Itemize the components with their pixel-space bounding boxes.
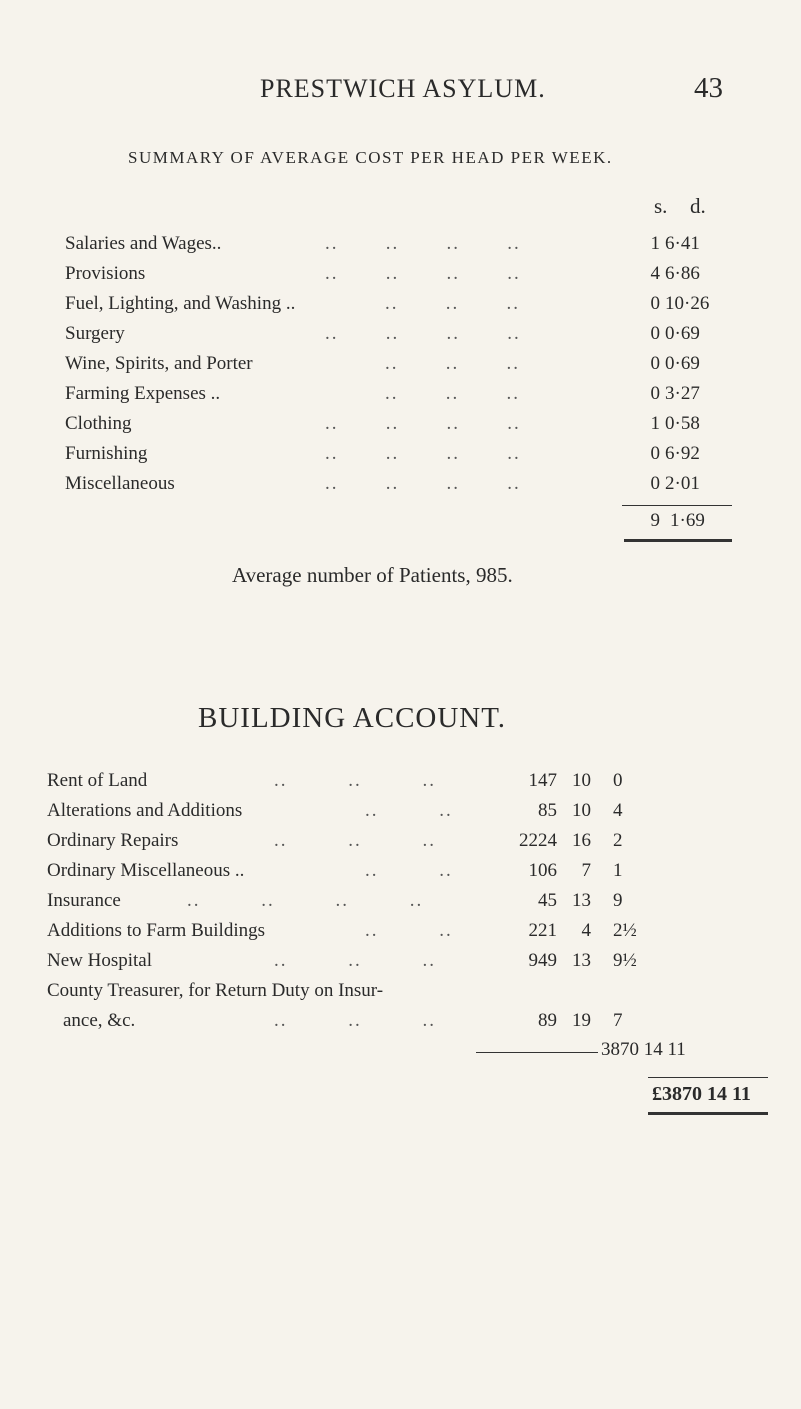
summary-row <box>65 293 745 323</box>
building-row-pence: 1 <box>613 860 623 881</box>
leader-dots: .. .. .. <box>385 353 520 374</box>
summary-row <box>65 473 745 503</box>
summary-row-pence: 6·86 <box>665 263 700 284</box>
leader-dots: .. .. .. <box>274 830 436 851</box>
leader-dots: .. .. .. <box>385 383 520 404</box>
running-head <box>0 74 801 114</box>
running-head-title: PRESTWICH ASYLUM. <box>260 74 546 103</box>
summary-row-pence: 10·26 <box>665 293 710 314</box>
building-row <box>47 890 767 920</box>
building-row <box>47 1010 767 1040</box>
summary-row-shillings: 0 <box>650 293 660 314</box>
building-row-pence: 9 <box>613 890 623 911</box>
leader-dots: .. .. .. .. <box>325 443 521 464</box>
building-row-pence: 0 <box>613 770 623 791</box>
summary-row-label: Clothing <box>65 413 132 434</box>
average-patients-note: Average number of Patients, 985. <box>232 563 513 587</box>
summary-row-label: Miscellaneous <box>65 473 175 494</box>
building-total-rule <box>648 1112 768 1115</box>
building-row <box>47 770 767 800</box>
summary-row <box>65 353 745 383</box>
building-row-shillings: 4 <box>581 920 591 941</box>
summary-row <box>65 263 745 293</box>
leader-dots: .. .. .. .. <box>325 263 521 284</box>
summary-row-pence: 3·27 <box>665 383 700 404</box>
summary-row-pence: 2·01 <box>665 473 700 494</box>
building-row-pounds: 2224 <box>519 830 557 851</box>
building-row-label: ance, &c. <box>63 1010 136 1031</box>
leader-dots: .. .. <box>365 860 453 881</box>
building-row-shillings: 13 <box>572 950 591 971</box>
summary-title: SUMMARY OF AVERAGE COST PER HEAD PER WEEK. <box>128 148 613 167</box>
leader-dots: .. .. .. <box>274 1010 436 1031</box>
building-row-pence: 2 <box>613 830 623 851</box>
building-row <box>47 920 767 950</box>
summary-row-shillings: 0 <box>650 473 660 494</box>
summary-row-shillings: 0 <box>650 443 660 464</box>
building-row-pounds: 89 <box>538 1010 557 1031</box>
summary-row <box>65 383 745 413</box>
summary-row-label: Farming Expenses .. <box>65 383 221 404</box>
building-row-label: New Hospital <box>47 950 153 971</box>
summary-row-shillings: 0 <box>650 353 660 374</box>
summary-row-shillings: 1 <box>650 233 660 254</box>
leader-dots: .. .. .. <box>274 950 436 971</box>
building-row-shillings: 10 <box>572 770 591 791</box>
building-row-label: Ordinary Miscellaneous .. <box>47 860 245 881</box>
summary-row-shillings: 0 <box>650 323 660 344</box>
building-row-pounds: 106 <box>528 860 557 881</box>
building-row-pounds: 85 <box>538 800 557 821</box>
leader-dots: .. .. <box>365 800 453 821</box>
building-row-pence: 9½ <box>613 950 637 971</box>
building-account-title: BUILDING ACCOUNT. <box>198 702 507 734</box>
building-sum-rule <box>476 1052 598 1053</box>
building-row-pence: 2½ <box>613 920 637 941</box>
building-row-pounds: 147 <box>528 770 557 791</box>
summary-row <box>65 323 745 353</box>
building-row-label: County Treasurer, for Return Duty on Insur- <box>47 980 384 1001</box>
building-row-shillings: 16 <box>572 830 591 851</box>
summary-row-label: Surgery <box>65 323 125 344</box>
summary-row-label: Wine, Spirits, and Porter <box>65 353 253 374</box>
leader-dots: .. .. .. .. <box>325 473 521 494</box>
summary-row-pence: 0·58 <box>665 413 700 434</box>
summary-row-label: Provisions <box>65 263 146 284</box>
leader-dots: .. .. .. <box>385 293 520 314</box>
summary-row-pence: 0·69 <box>665 323 700 344</box>
building-row-label: Insurance <box>47 890 121 911</box>
summary-total-shillings: 9 <box>650 510 660 531</box>
leader-dots: .. .. .. .. <box>187 890 424 911</box>
summary-row-shillings: 0 <box>650 383 660 404</box>
building-total-top-rule <box>648 1077 768 1078</box>
building-row-label: Alterations and Additions <box>47 800 243 821</box>
building-row-shillings: 10 <box>572 800 591 821</box>
page-number: 43 <box>694 72 723 104</box>
summary-row-shillings: 1 <box>650 413 660 434</box>
building-row-pounds: 221 <box>528 920 557 941</box>
summary-total-pence: 1·69 <box>670 510 705 531</box>
summary-total-rule <box>624 539 732 542</box>
summary-sum-rule <box>622 505 732 506</box>
summary-row-pence: 0·69 <box>665 353 700 374</box>
building-row <box>47 860 767 890</box>
summary-row <box>65 413 745 443</box>
summary-row-label: Furnishing <box>65 443 148 464</box>
summary-row-pence: 6·92 <box>665 443 700 464</box>
summary-row <box>65 233 745 263</box>
summary-row-pence: 6·41 <box>665 233 700 254</box>
leader-dots: .. .. .. <box>274 770 436 791</box>
summary-row-shillings: 4 <box>650 263 660 284</box>
building-row-label: Rent of Land <box>47 770 148 791</box>
building-row-shillings: 7 <box>581 860 591 881</box>
building-row-pounds: 45 <box>538 890 557 911</box>
building-row <box>47 950 767 980</box>
summary-row <box>65 443 745 473</box>
building-row <box>47 830 767 860</box>
leader-dots: .. .. .. .. <box>325 413 521 434</box>
building-row-shillings: 19 <box>572 1010 591 1031</box>
pence-column-heading: d. <box>690 194 706 218</box>
building-row <box>47 800 767 830</box>
building-row-pence: 4 <box>613 800 623 821</box>
grand-total: £3870 14 11 <box>652 1083 751 1105</box>
leader-dots: .. .. .. .. <box>325 323 521 344</box>
building-row-label: Additions to Farm Buildings <box>47 920 265 941</box>
leader-dots: .. .. .. .. <box>325 233 521 254</box>
leader-dots: .. .. <box>365 920 453 941</box>
shillings-column-heading: s. <box>654 194 668 218</box>
summary-row-label: Salaries and Wages.. <box>65 233 222 254</box>
carried-sum: 3870 14 11 <box>601 1039 686 1060</box>
building-row-pence: 7 <box>613 1010 623 1031</box>
building-row-label: Ordinary Repairs <box>47 830 179 851</box>
building-row-pounds: 949 <box>528 950 557 971</box>
building-row <box>47 980 767 1010</box>
building-row-shillings: 13 <box>572 890 591 911</box>
summary-row-label: Fuel, Lighting, and Washing .. <box>65 293 296 314</box>
